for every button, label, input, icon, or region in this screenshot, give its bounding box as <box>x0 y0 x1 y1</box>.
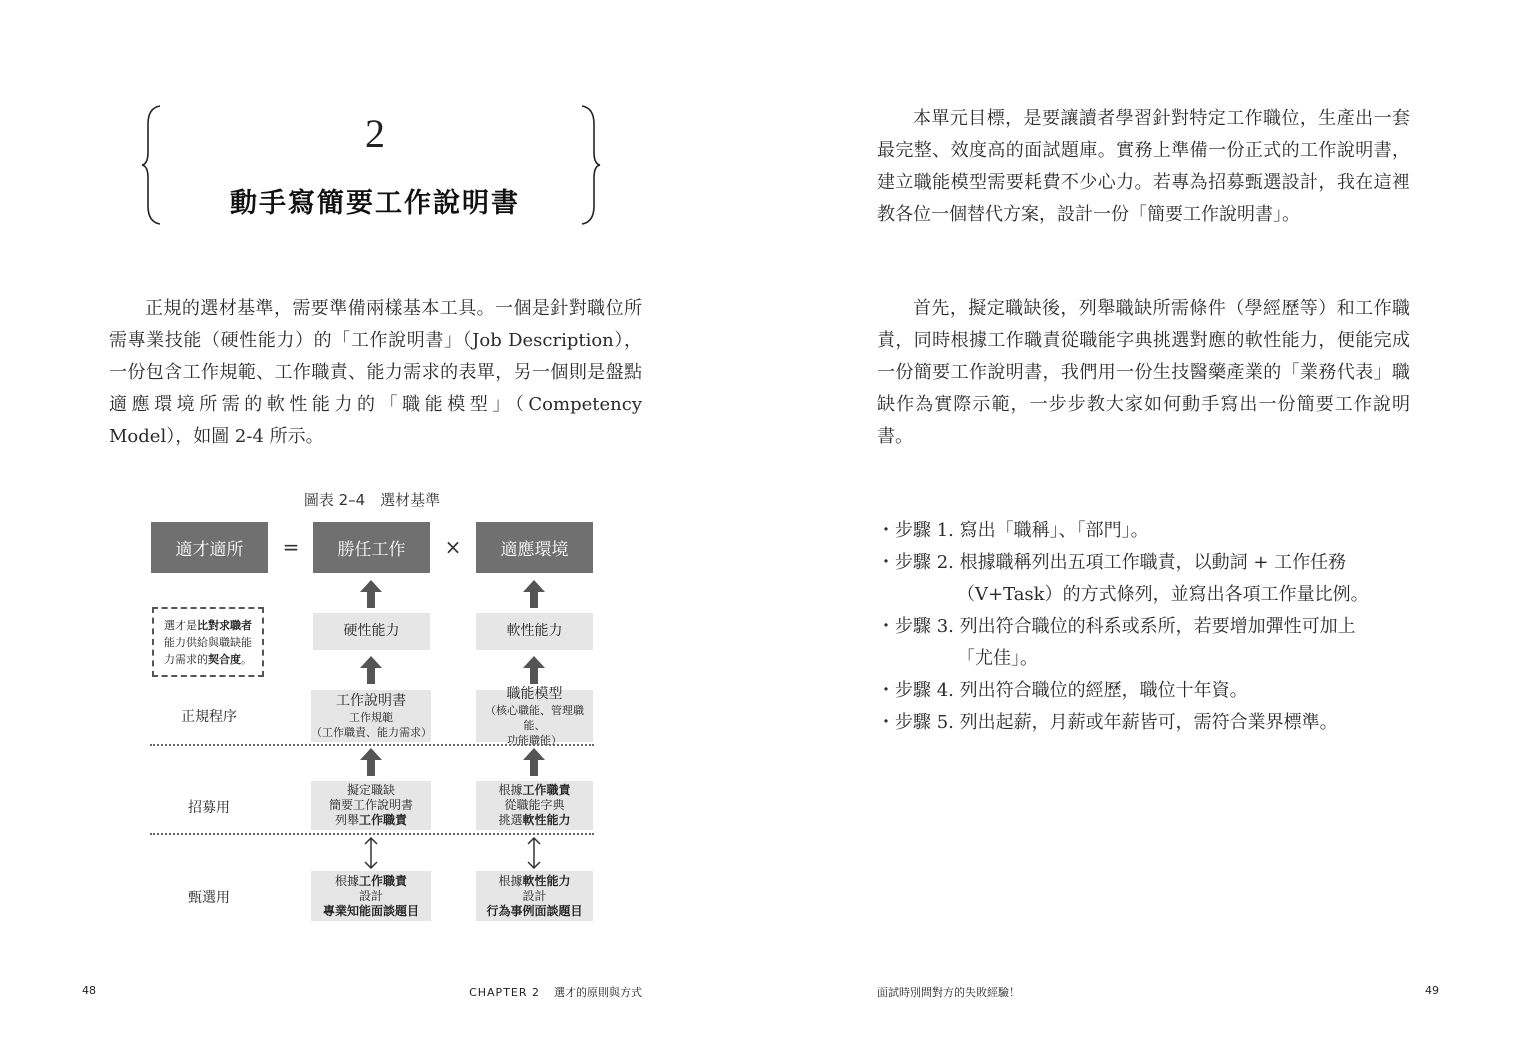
box-hard-skill: 硬性能力 <box>313 613 430 650</box>
intro-paragraph-text: 正規的選材基準，需要準備兩樣基本工具。一個是針對職位所需專業技能（硬性能力）的「工作說明書」（Job Description），一份包含工作規範、工作職責、能力需求的表單，另一個則是盤點適應環境所需的軟性能力的「職能模型」（Competency Model），如圖 2-4 所示。 <box>109 298 642 447</box>
note-part-4: 力需求的 <box>164 653 208 666</box>
job-description-title: 工作說明書 <box>336 693 406 709</box>
note-part-5: 契合度 <box>208 653 241 666</box>
select-right-line1a: 根據 <box>498 873 523 888</box>
step-1-text: ・步驟 1. 寫出「職稱」、「部門」。 <box>877 520 1149 541</box>
recruit-left-line3a: 列舉 <box>334 813 359 827</box>
list-item <box>877 707 1410 739</box>
list-item <box>877 675 1410 707</box>
row-label-recruit: 招募用 <box>188 800 230 816</box>
left-brace-icon <box>140 104 164 226</box>
up-arrow-icon <box>360 748 382 776</box>
step-5-text: ・步驟 5. 列出起薪，月薪或年薪皆可，需符合業界標準。 <box>877 712 1338 733</box>
note-part-6: 。 <box>241 653 252 666</box>
recruit-left-line1: 擬定職缺 <box>346 783 395 797</box>
note-part-1: 選才是 <box>164 619 197 632</box>
job-description-line2: （工作職責、能力需求） <box>311 726 432 739</box>
step-2-continued: （V+Task）的方式條列，並寫出各項工作量比例。 <box>957 584 1369 605</box>
step-4-text: ・步驟 4. 列出符合職位的經歷，職位十年資。 <box>877 680 1248 701</box>
box-right-person-right-job: 適才適所 <box>151 522 268 573</box>
box-environment-fit: 適應環境 <box>476 522 593 573</box>
right-page-number: 49 <box>1425 984 1439 997</box>
row-label-selection: 甄選用 <box>188 890 230 906</box>
box-job-competence: 勝任工作 <box>313 522 430 573</box>
step-2-text: ・步驟 2. 根據職稱列出五項工作職責，以動詞 + 工作任務 <box>877 552 1347 573</box>
double-arrow-icon <box>525 837 543 869</box>
figure-caption: 圖表 2–4 選材基準 <box>303 491 441 509</box>
recruit-right-line3b: 軟性能力 <box>522 813 571 827</box>
box-job-description <box>311 690 431 742</box>
recruit-right-line1a: 根據 <box>498 783 523 797</box>
up-arrow-icon <box>523 656 545 684</box>
equals-operator: = <box>282 535 300 559</box>
step-3-continued: 「尤佳」。 <box>957 648 1038 669</box>
running-head-left <box>462 984 642 1000</box>
method-paragraph <box>877 293 1410 453</box>
double-arrow-icon <box>362 837 380 869</box>
note-part-3: 能力供給與職缺能 <box>164 636 252 649</box>
box-recruit-left <box>311 781 431 830</box>
steps-list <box>877 515 1410 739</box>
step-3-text: ・步驟 3. 列出符合職位的科系或系所，若要增加彈性可加上 <box>877 616 1356 637</box>
row-label-formal: 正規程序 <box>181 709 237 725</box>
box-select-left <box>311 871 431 921</box>
left-page-number: 48 <box>82 984 96 997</box>
goal-paragraph-text: 本單元目標，是要讓讀者學習針對特定工作職位，生產出一套最完整、效度高的面試題庫。實務上準備一份正式的工作說明書，建立職能模型需要耗費不少心力。若專為招募甄選設計，我在這裡教各位一個替代方案，設計一份「簡要工作說明書」。 <box>877 108 1410 225</box>
note-part-2: 比對求職者 <box>197 619 252 632</box>
select-left-line3: 專業知能面談題目 <box>322 903 419 918</box>
times-operator: × <box>444 535 462 559</box>
list-item <box>877 611 1410 675</box>
competency-model-line2: 功能職能） <box>507 733 562 747</box>
goal-paragraph <box>877 103 1410 231</box>
up-arrow-icon <box>360 580 382 608</box>
box-select-right <box>476 871 593 921</box>
chapter-title: 動手寫簡要工作說明書 <box>230 188 520 219</box>
select-right-line2: 設計 <box>522 888 547 903</box>
recruit-left-line2: 簡要工作說明書 <box>328 798 413 812</box>
section-divider <box>150 833 594 835</box>
intro-paragraph <box>109 293 642 453</box>
recruit-right-line1b: 工作職責 <box>522 783 571 797</box>
method-paragraph-text: 首先，擬定職缺後，列舉職缺所需條件（學經歷等）和工作職責，同時根據工作職責從職能字典挑選對應的軟性能力，便能完成一份簡要工作說明書，我們用一份生技醫藥產業的「業務代表」職缺作為實際示範，一步步教大家如何動手寫出一份簡要工作說明書。 <box>877 298 1410 447</box>
up-arrow-icon <box>523 580 545 608</box>
select-left-line1b: 工作職責 <box>359 873 408 888</box>
chapter-number: 2 <box>365 111 385 156</box>
chapter-label: CHAPTER 2 <box>469 986 540 999</box>
fit-note <box>152 607 264 677</box>
box-competency-model <box>476 685 593 747</box>
box-recruit-right <box>476 781 593 830</box>
up-arrow-icon <box>360 656 382 684</box>
job-description-line1: 工作規範 <box>349 711 393 724</box>
list-item <box>877 547 1410 611</box>
up-arrow-icon <box>523 748 545 776</box>
list-item <box>877 515 1410 547</box>
select-left-line2: 設計 <box>358 888 383 903</box>
box-soft-skill: 軟性能力 <box>476 613 593 650</box>
recruit-right-line2: 從職能字典 <box>504 798 565 812</box>
recruit-right-line3a: 挑選 <box>498 813 523 827</box>
section-divider <box>150 744 594 746</box>
select-right-line1b: 軟性能力 <box>522 873 571 888</box>
running-head-right: 面試時別問對方的失敗經驗！ <box>877 986 1020 999</box>
select-left-line1a: 根據 <box>334 873 359 888</box>
competency-model-title: 職能模型 <box>506 685 563 702</box>
competency-model-line1: （核心職能、管理職能、 <box>485 703 584 732</box>
select-right-line3: 行為事例面談題目 <box>486 903 583 918</box>
chapter-name: 選才的原則與方式 <box>554 986 642 999</box>
recruit-left-line3b: 工作職責 <box>359 813 408 827</box>
right-brace-icon <box>578 104 602 226</box>
